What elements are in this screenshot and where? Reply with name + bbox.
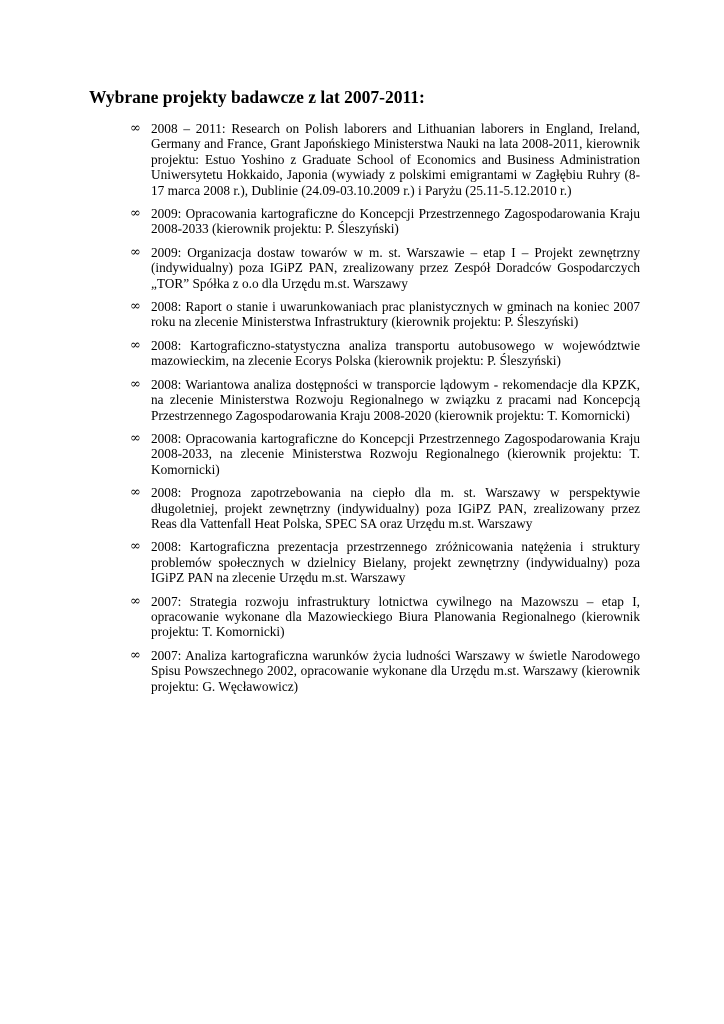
infinity-bullet-icon: ∞ [130,376,141,392]
project-text: 2008: Raport o stanie i uwarunkowaniach prac planistycznych w gminach na koniec 2007 roku na zlecenie Ministerstwa Infrastruktury (kierownik projektu: P. Śleszyński) [151,299,640,330]
infinity-bullet-icon: ∞ [130,337,141,353]
project-item [130,338,640,369]
infinity-bullet-icon: ∞ [130,299,141,315]
project-list [130,121,640,702]
project-item [130,245,640,291]
project-text: 2008 – 2011: Research on Polish laborers and Lithuanian laborers in England, Ireland, Germany and France, Grant Japońskiego Ministerstwa Nauki na lata 2008-2011, kierownik projektu: Estuo Yoshino z Graduate School of Economics and Business Administration Uniwersytetu Hokkaido, Japonia (wywiady z polskimi emigrantami w Zagłębiu Ruhry (8-17 marca 2008 r.), Dublinie (24.09-03.10.2009 r.) i Paryżu (25.11-5.12.2010 r.) [151,121,640,198]
infinity-bullet-icon: ∞ [130,593,141,609]
project-text: 2008: Opracowania kartograficzne do Koncepcji Przestrzennego Zagospodarowania Kraju 2008-2033, na zlecenie Ministerstwa Rozwoju Regionalnego (kierownik projektu: T. Komornicki) [151,430,640,477]
project-item [130,299,640,330]
project-text: 2008: Kartograficzno-statystyczna analiza transportu autobusowego w województwie mazowieckim, na zlecenie Ecorys Polska (kierownik projektu: P. Śleszyński) [151,337,640,369]
project-text: 2008: Wariantowa analiza dostępności w transporcie lądowym - rekomendacje dla KPZK, na zlecenie Ministerstwa Rozwoju Regionalnego w związku z pracami nad Koncepcją Przestrzennego Zagospodarowania Kraju 2008-2020 (kierownik projektu: T. Komornicki) [151,376,640,423]
infinity-bullet-icon: ∞ [130,647,141,663]
project-item [130,206,640,237]
project-text: 2008: Prognoza zapotrzebowania na ciepło dla m. st. Warszawy w perspektywie długoletniej, projekt zewnętrzny (indywidualny) poza IGiPZ PAN, zrealizowany przez Reas dla Vattenfall Heat Polska, SPEC SA oraz Urzędu m.st. Warszawy [151,485,640,531]
project-text: 2008: Kartograficzna prezentacja przestrzennego zróżnicowania natężenia i struktury problemów społecznych w dzielnicy Bielany, projekt zewnętrzny (indywidualny) poza IGiPZ PAN na zlecenie Urzędu m.st. Warszawy [151,539,640,586]
project-item [130,594,640,640]
infinity-bullet-icon: ∞ [130,244,141,260]
infinity-bullet-icon: ∞ [130,206,141,222]
project-item [130,485,640,531]
infinity-bullet-icon: ∞ [130,485,141,501]
project-text: 2007: Analiza kartograficzna warunków życia ludności Warszawy w świetle Narodowego Spisu Powszechnego 2002, opracowanie wykonane dla Urzędu m.st. Warszawy (kierownik projektu: G. Węcławowicz) [151,647,640,694]
section-heading: Wybrane projekty badawcze z lat 2007-2011: [89,87,425,107]
project-text: 2009: Organizacja dostaw towarów w m. st. Warszawie – etap I – Projekt zewnętrzny (indywidualny) poza IGiPZ PAN, zrealizowany przez Zespół Doradców Gospodarczych „TOR” Spółka z o.o dla Urzędu m.st. Warszawy [151,244,640,291]
project-text: 2007: Strategia rozwoju infrastruktury lotnictwa cywilnego na Mazowszu – etap I, opracowanie wykonane dla Mazowieckiego Biura Planowania Regionalnego (kierownik projektu: T. Komornicki) [151,593,640,640]
infinity-bullet-icon: ∞ [130,430,141,446]
infinity-bullet-icon: ∞ [130,121,141,136]
project-item [130,121,640,198]
project-item [130,539,640,585]
project-item [130,431,640,477]
project-item [130,648,640,694]
project-text: 2009: Opracowania kartograficzne do Koncepcji Przestrzennego Zagospodarowania Kraju 2008-2033 (kierownik projektu: P. Śleszyński) [151,206,640,237]
project-item [130,377,640,423]
infinity-bullet-icon: ∞ [130,539,141,555]
